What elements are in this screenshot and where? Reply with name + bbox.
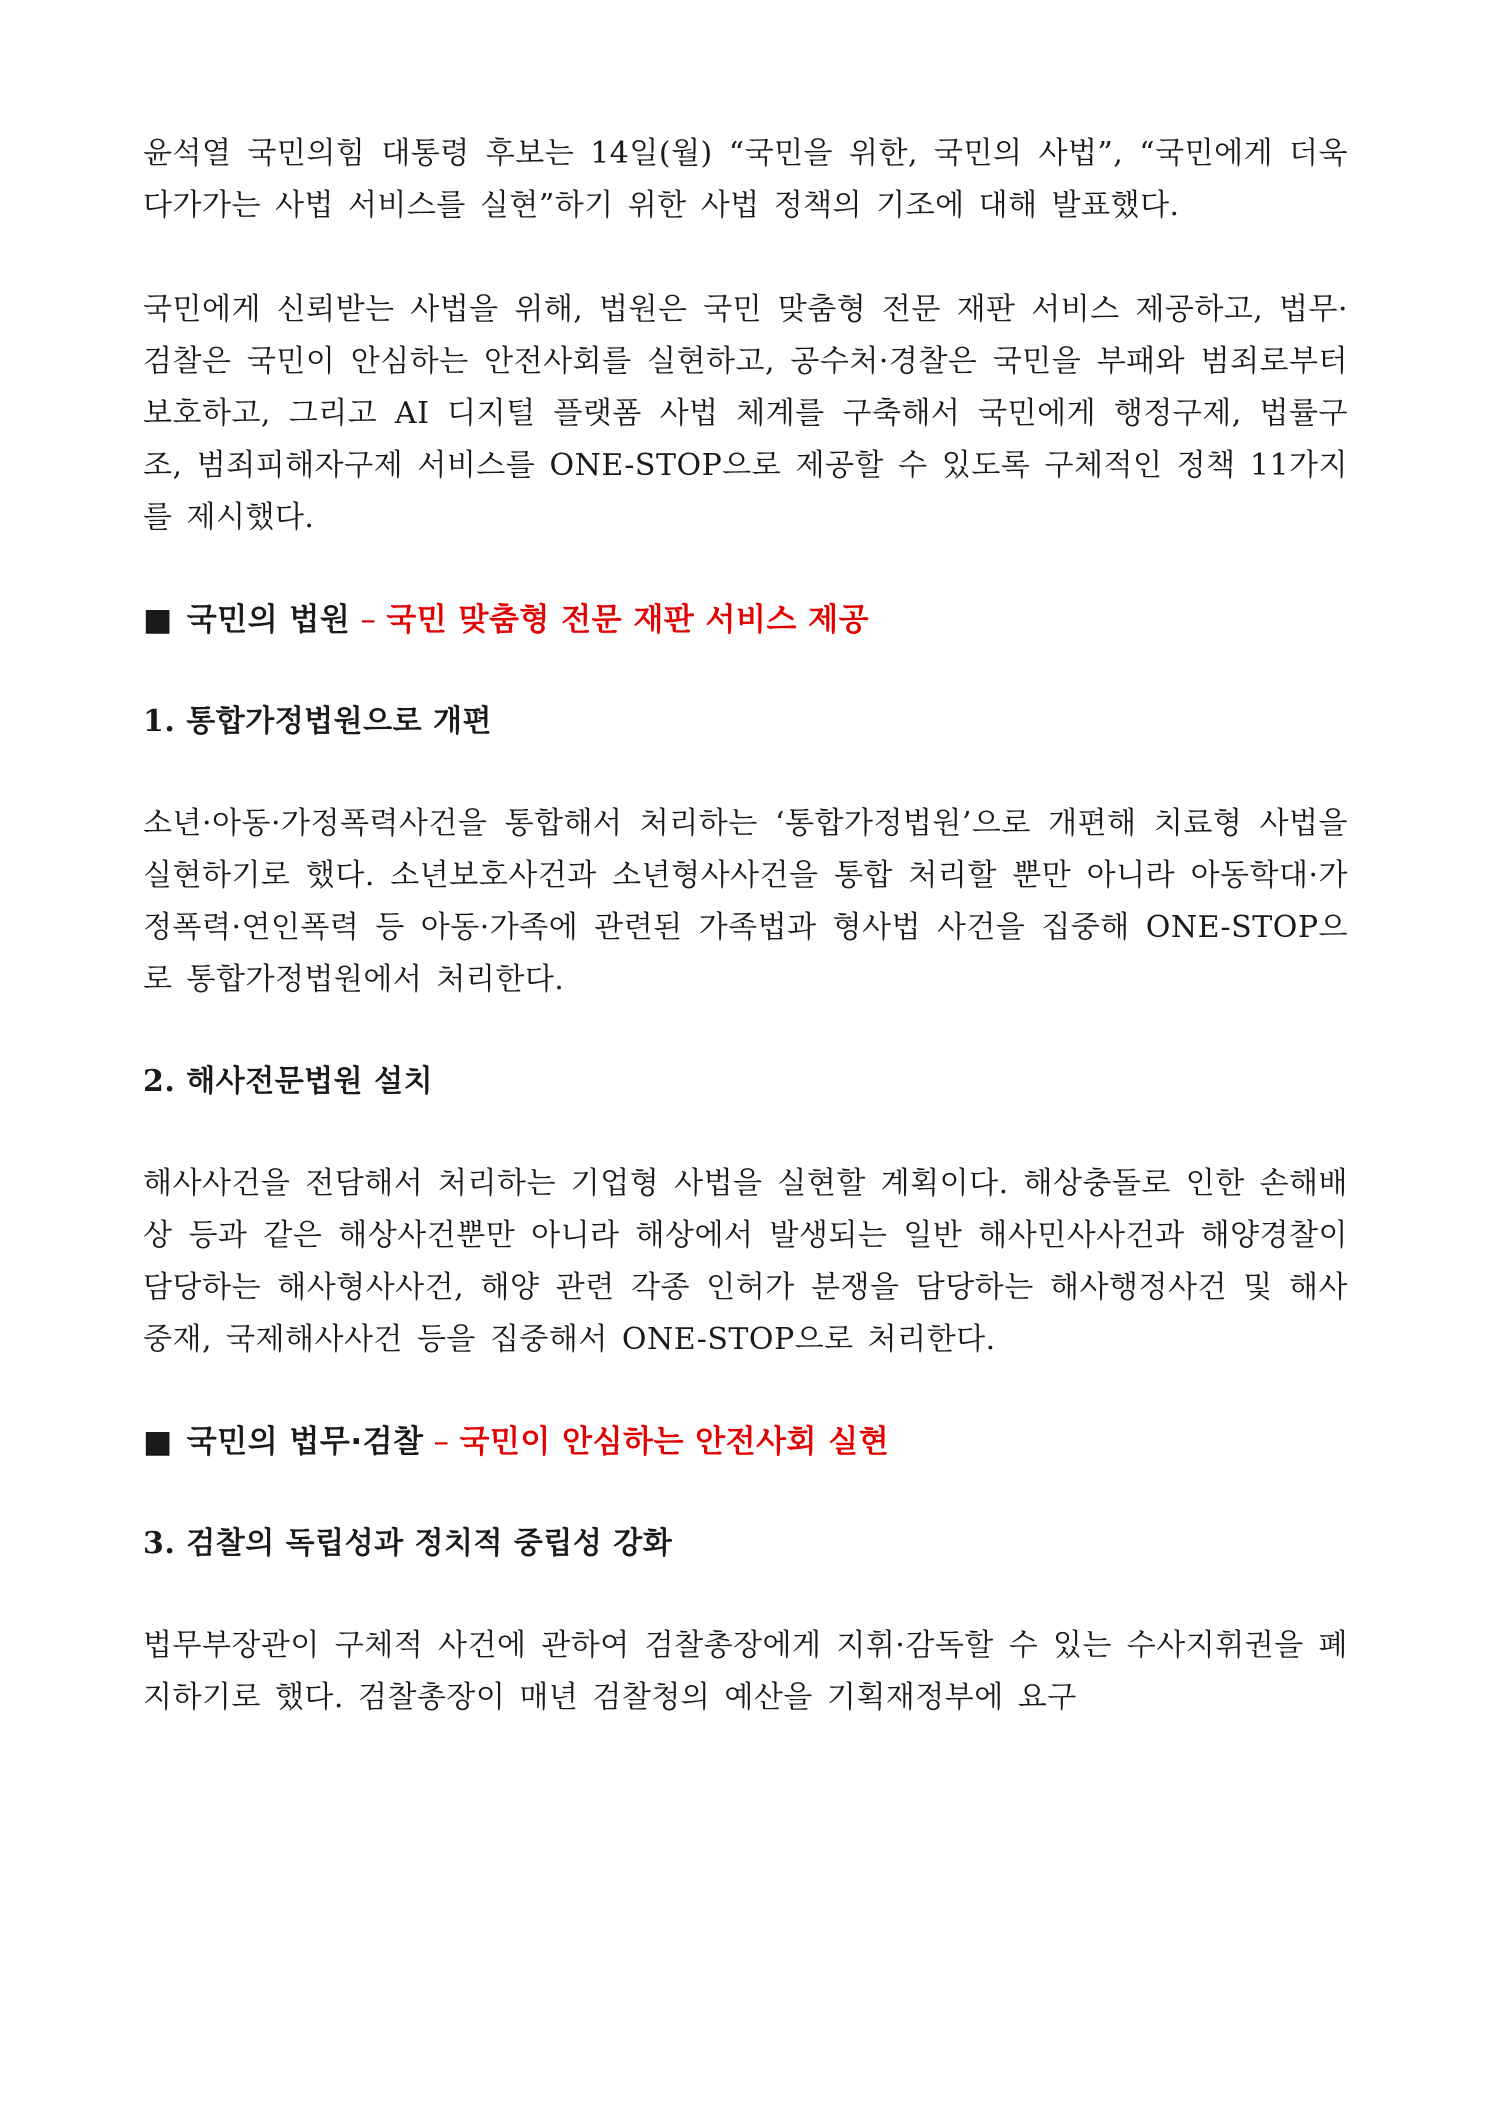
section-heading-court	[143, 594, 1348, 646]
section-title: 국민의 법무·검찰	[186, 1424, 424, 1460]
section-accent-title: 국민 맞춤형 전문 재판 서비스 제공	[386, 602, 870, 638]
section-title: 국민의 법원	[186, 602, 351, 638]
intro-paragraph-1: 윤석열 국민의힘 대통령 후보는 14일(월) “국민을 위한, 국민의 사법”, “국민에게 더욱 다가가는 사법 서비스를 실현”하기 위한 사법 정책의 기조에 대해 발표했다.	[143, 136, 1348, 223]
intro-paragraph-2: 국민에게 신뢰받는 사법을 위해, 법원은 국민 맞춤형 전문 재판 서비스 제공하고, 법무·검찰은 국민이 안심하는 안전사회를 실현하고, 공수처·경찰은 국민을 부패와 범죄로부터 보호하고, 그리고 AI 디지털 플랫폼 사법 체계를 구축해서 국민에게 행정구제, 법률구조, 범죄피해자구제 서비스를 ONE-STOP으로 제공할 수 있도록 구체적인 정책 11가지를 제시했다.	[143, 292, 1348, 535]
item-body-2: 해사사건을 전담해서 처리하는 기업형 사법을 실현할 계획이다. 해상충돌로 인한 손해배상 등과 같은 해상사건뿐만 아니라 해상에서 발생되는 일반 해사민사사건과 해양경찰이 담당하는 해사형사사건, 해양 관련 각종 인허가 분쟁을 담당하는 해사행정사건 및 해사중재, 국제해사사건 등을 집중해서 ONE-STOP으로 처리한다.	[143, 1166, 1348, 1357]
section-separator: –	[433, 1424, 450, 1460]
item-heading-1: 1. 통합가정법원으로 개편	[143, 704, 493, 739]
section-heading-justice	[143, 1416, 1348, 1468]
item-heading-3: 3. 검찰의 독립성과 정치적 중립성 강화	[143, 1526, 673, 1561]
document-page	[143, 128, 1348, 1724]
item-heading-2: 2. 해사전문법원 설치	[143, 1064, 434, 1099]
item-body-1: 소년·아동·가정폭력사건을 통합해서 처리하는 ‘통합가정법원’으로 개편해 치료형 사법을 실현하기로 했다. 소년보호사건과 소년형사사건을 통합 처리할 뿐만 아니라 아동학대·가정폭력·연인폭력 등 아동·가족에 관련된 가족법과 형사법 사건을 집중해 ONE-STOP으로 통합가정법원에서 처리한다.	[143, 806, 1348, 997]
square-bullet-icon: ■	[143, 1424, 173, 1460]
item-body-3: 법무부장관이 구체적 사건에 관하여 검찰총장에게 지휘·감독할 수 있는 수사지휘권을 폐지하기로 했다. 검찰총장이 매년 검찰청의 예산을 기획재정부에 요구	[143, 1628, 1348, 1715]
square-bullet-icon: ■	[143, 602, 173, 638]
section-accent-title: 국민이 안심하는 안전사회 실현	[459, 1424, 890, 1460]
section-separator: –	[360, 602, 377, 638]
